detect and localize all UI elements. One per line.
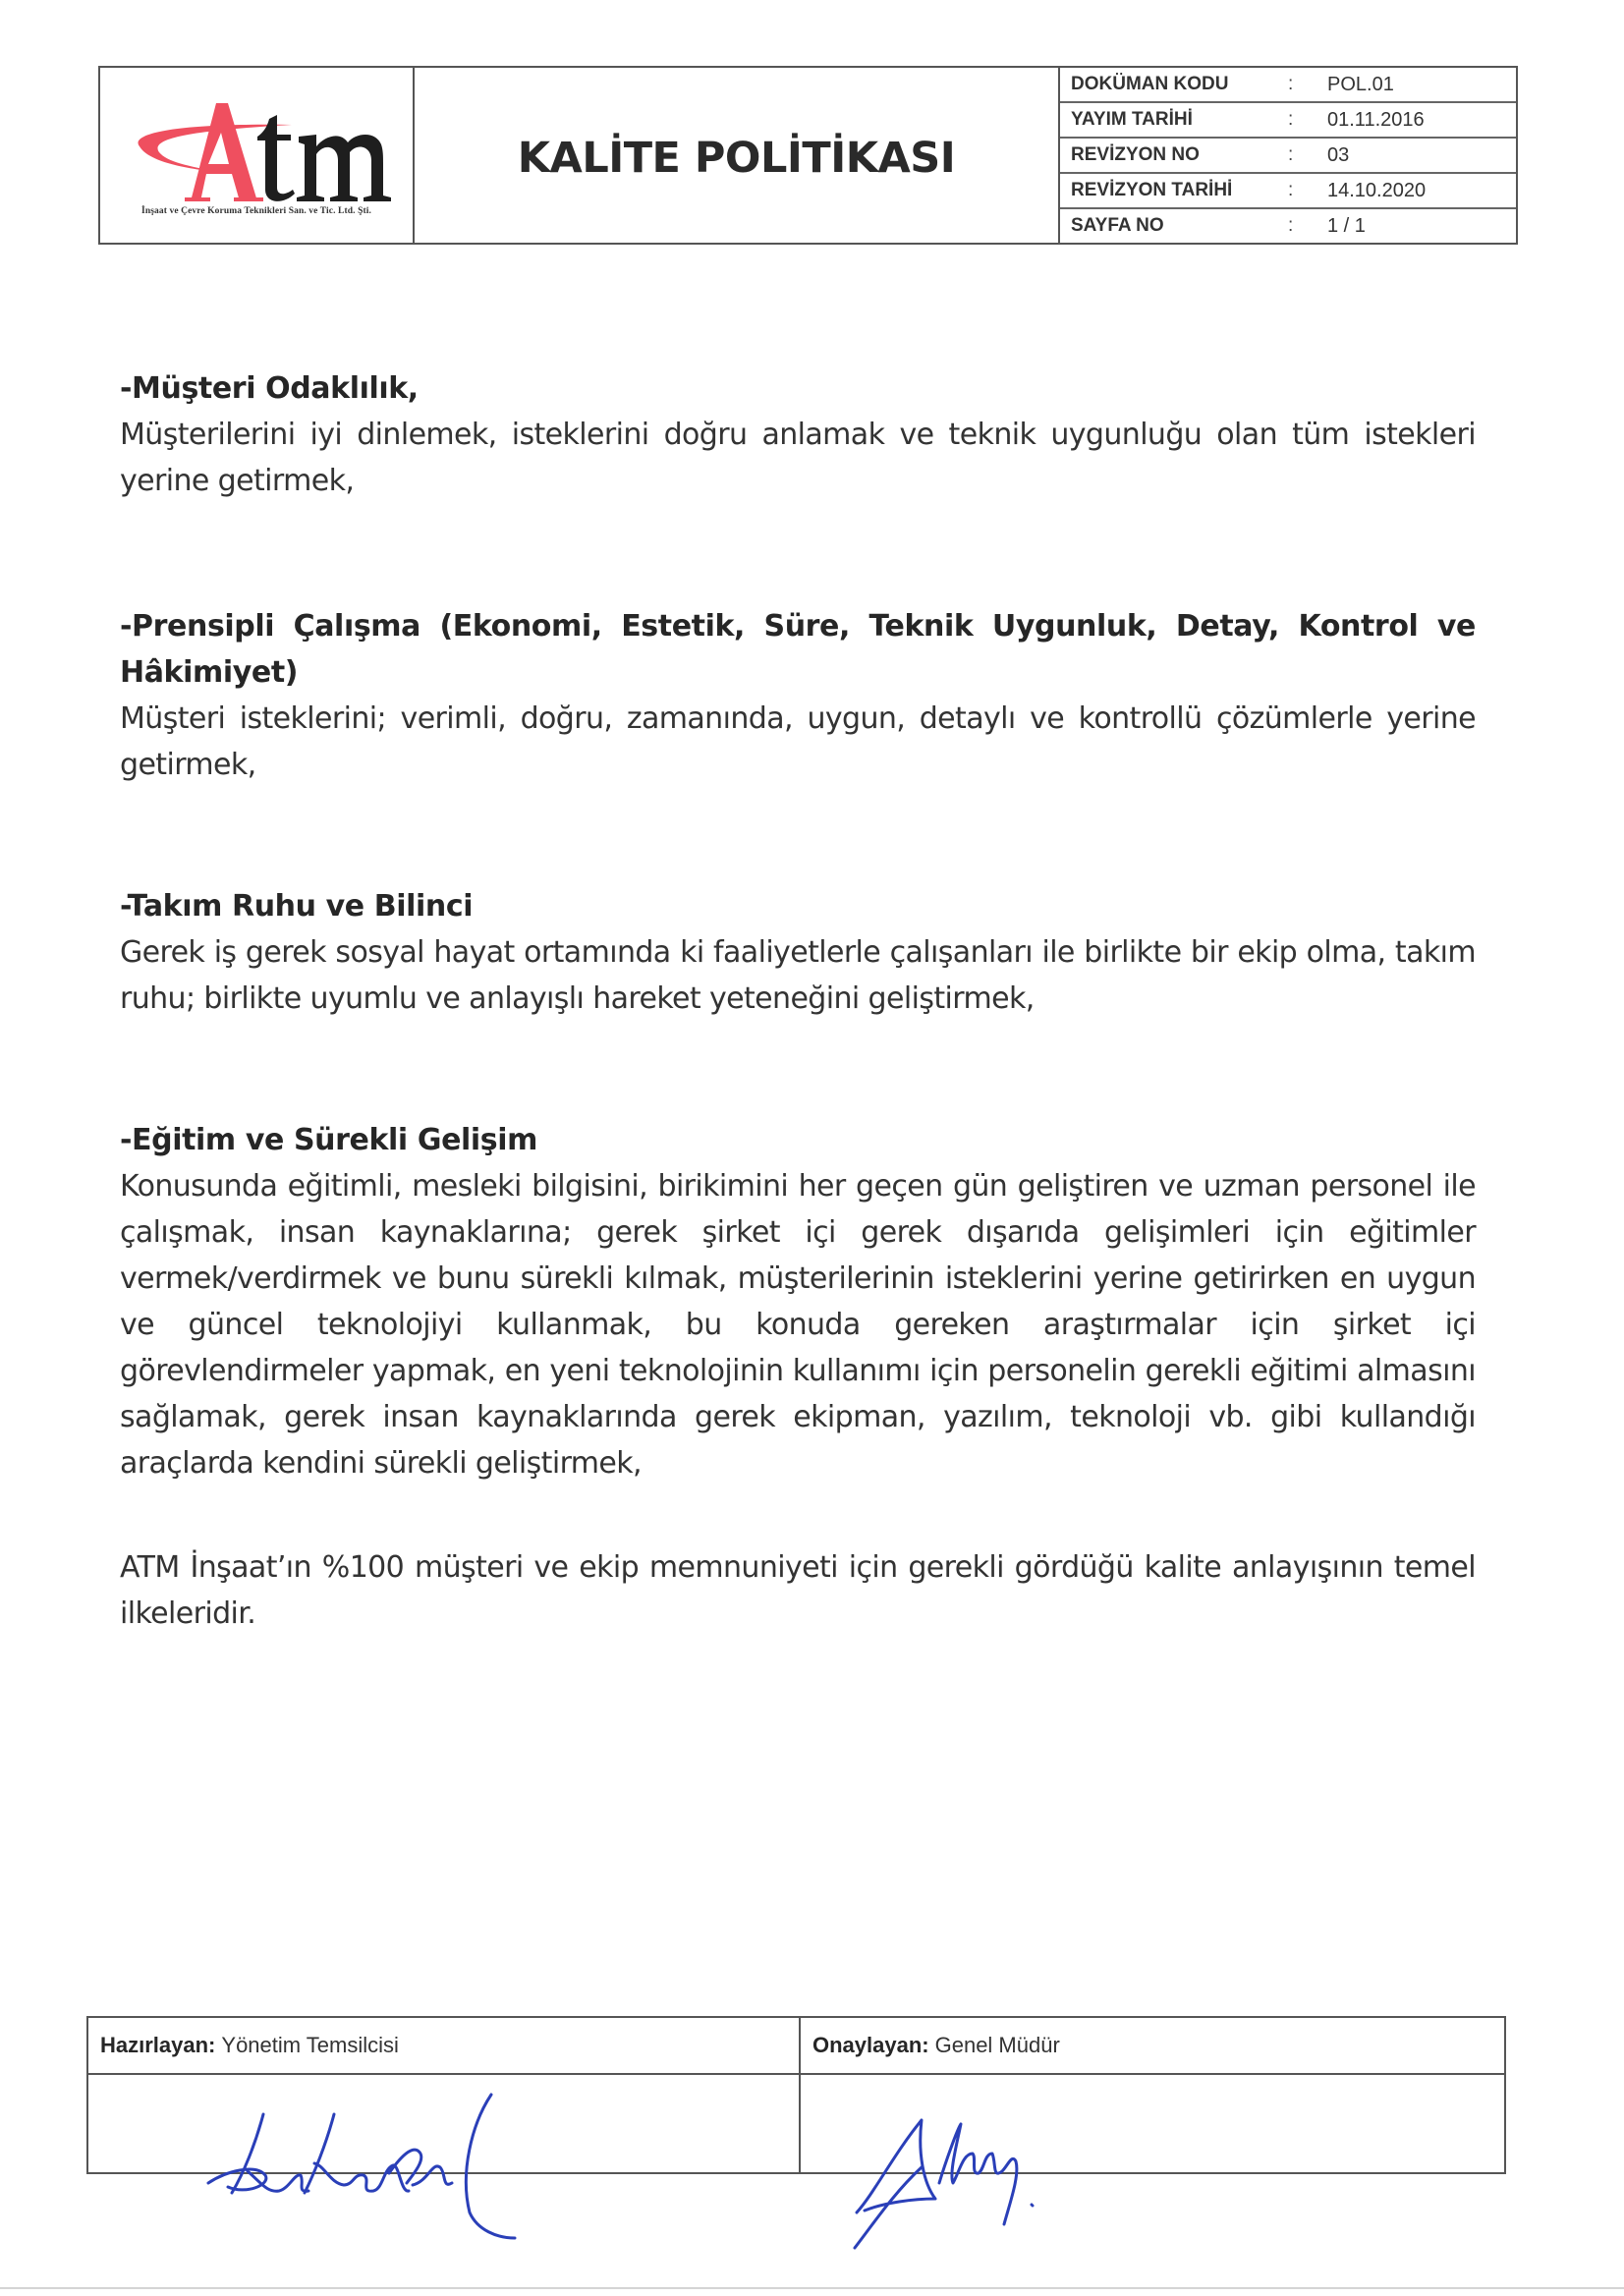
policy-section [120,603,1476,788]
logo-subtitle: İnşaat ve Çevre Koruma Teknikleri San. ve Tic. Ltd. Şti. [141,206,371,216]
closing-statement: ATM İnşaat’ın %100 müşteri ve ekip memnuniyeti için gerekli gördüğü kalite anlayışının temel ilkeleridir. [120,1550,1476,1631]
info-row-publish-date [1060,103,1516,139]
prepared-by-header [88,2018,799,2075]
info-row-page-no [1060,209,1516,243]
approval-table [86,2016,1506,2174]
section-heading: -Prensipli Çalışma (Ekonomi, Estetik, Süre, Teknik Uygunluk, Detay, Kontrol ve Hâkimiyet) [120,609,1476,690]
section-text: Müşteri isteklerini; verimli, doğru, zamanında, uygun, detaylı ve kontrollü çözümlerle yerine getirmek, [120,701,1476,782]
section-heading: -Takım Ruhu ve Bilinci [120,889,474,924]
info-value: 01.11.2016 [1327,108,1425,131]
document-header [98,66,1518,245]
approved-by-label: Onaylayan: [812,2033,929,2057]
info-colon: : [1288,144,1294,165]
section-text: Konusunda eğitimli, mesleki bilgisini, birikimini her geçen gün geliştiren ve uzman personel ile çalışmak, insan kaynaklarına; gerek şirket içi gerek dışarıda gelişimleri için eğitimler vermek/verdirmek ve bunu sürekli kılmak, müşterilerinin isteklerini yerine getirirken en uygun ve güncel teknolojiyi kullanmak, bu konuda gereken araştırmalar için şirket içi görevlendirmeler yapmak, en yeni teknolojinin kullanımı için personelin gerekli eğitimi almasını sağlamak, gerek insan kaynaklarında gerek ekipman, yazılım, teknoloji vb. gibi kullandığı araçlarda kendini sürekli geliştirmek, [120,1169,1476,1481]
approved-by-signature-cell [801,2075,1504,2172]
document-title: KALİTE POLİTİKASI [517,134,956,183]
prepared-by-value: Yönetim Temsilcisi [221,2033,399,2057]
info-colon: : [1288,74,1294,94]
info-colon: : [1288,215,1294,236]
info-row-revision-no [1060,139,1516,174]
info-value: 03 [1327,143,1350,166]
info-value: 1 / 1 [1327,214,1366,237]
approved-by-header [801,2018,1504,2075]
info-row-document-code [1060,68,1516,103]
info-key: SAYFA NO [1071,215,1164,236]
section-text: Gerek iş gerek sosyal hayat ortamında ki faaliyetlerle çalışanları ile birlikte bir ekip olma, takım ruhu; birlikte uyumlu ve anlayışlı hareket yeteneğini geliştirmek, [120,935,1476,1016]
prepared-by-column [88,2018,801,2172]
section-heading: -Eğitim ve Sürekli Gelişim [120,1123,537,1157]
info-colon: : [1288,180,1294,200]
document-info-table [1060,68,1516,243]
info-key: DOKÜMAN KODU [1071,74,1229,94]
approved-by-column [801,2018,1504,2172]
logo-cell [100,68,415,243]
policy-section [120,1117,1476,1486]
prepared-by-signature-cell [88,2075,799,2172]
closing-statement-block [120,1544,1476,1637]
title-cell [415,68,1060,243]
section-heading: -Müşteri Odaklılık, [120,371,419,406]
approved-by-value: Genel Müdür [934,2033,1060,2057]
info-key: YAYIM TARİHİ [1071,109,1193,130]
section-text: Müşterilerini iyi dinlemek, isteklerini doğru anlamak ve teknik uygunluğu olan tüm istekleri yerine getirmek, [120,418,1476,498]
info-colon: : [1288,109,1294,130]
prepared-by-label: Hazırlayan: [100,2033,216,2057]
info-value: POL.01 [1327,73,1394,95]
info-key: REVİZYON TARİHİ [1071,180,1233,200]
info-value: 14.10.2020 [1327,179,1427,201]
policy-section [120,365,1476,504]
policy-section [120,883,1476,1022]
prepared-by-signature [206,2114,501,2262]
info-key: REVİZYON NO [1071,144,1200,165]
approved-by-signature [855,2114,1091,2262]
company-logo [130,95,395,203]
scan-edge-line [0,2287,1624,2289]
info-row-revision-date [1060,174,1516,209]
